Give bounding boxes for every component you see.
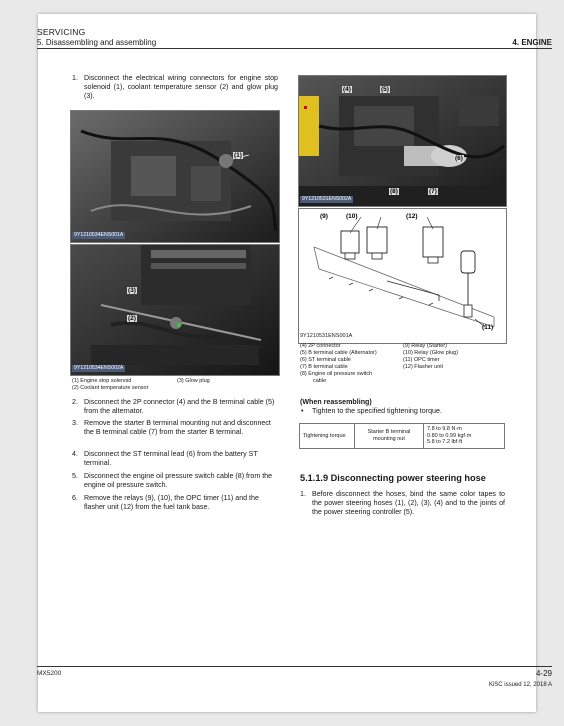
legend-item-10: (10) Relay (Glow plug): [403, 350, 459, 356]
step-5-number: 5.: [72, 472, 78, 480]
legend-item-5: (5) B terminal cable (Alternator): [300, 350, 377, 356]
callout-7: (7): [429, 188, 437, 195]
footer-rule: [37, 666, 552, 667]
ps-step-text: Before disconnect the hoses, bind the same color tapes to the power steering hoses (1), (2), (3), (4) and to the joints of the power steering controller (5).: [312, 490, 505, 517]
diagram-relays: [298, 208, 507, 344]
reassembly-heading: (When reassembling): [300, 398, 372, 406]
photo-2-label: 9Y1210534ENS002A: [74, 365, 124, 371]
reassembly-bullet: •: [301, 407, 304, 415]
photo-1-image: [71, 111, 279, 242]
callout-12: (12): [406, 213, 418, 220]
photo-engine-stop-solenoid: [70, 110, 280, 243]
callout-4: (4): [343, 86, 351, 93]
legend-item-4: (4) 2P connector: [300, 343, 341, 349]
legend-item-9: (9) Relay (Starter): [403, 343, 448, 349]
reassembly-text: Tighten to the specified tightening torque.: [312, 407, 442, 415]
chapter-title: 4. ENGINE: [512, 38, 552, 47]
legend-item-1: (1) Engine stop solenoid: [72, 378, 132, 384]
footer-model: MX5200: [37, 670, 62, 677]
diagram-image: [299, 209, 506, 343]
callout-1: (1): [234, 152, 242, 159]
legend-item-2: (2) Coolant temperature sensor: [72, 385, 149, 391]
photo-glow-plug: [70, 244, 280, 376]
step-2-text: Disconnect the 2P connector (4) and the B terminal cable (5) from the alternator.: [84, 398, 275, 416]
callout-6: (6): [455, 155, 463, 162]
step-3-number: 3.: [72, 419, 78, 427]
section-heading: 5.1.1.9 Disconnecting power steering hose: [300, 473, 486, 483]
ps-step-number: 1.: [300, 490, 306, 498]
step-1-number: 1.: [72, 74, 78, 82]
callout-10: (10): [346, 213, 358, 220]
callout-11: (11): [482, 324, 494, 331]
torque-label: Tightening torque: [300, 424, 355, 449]
step-1-text: Disconnect the electrical wiring connectors for engine stop solenoid (1), coolant temperature sensor (2) and glow plug (3).: [84, 74, 278, 101]
step-6-text: Remove the relays (9), (10), the OPC timer (11) and the flasher unit (12) from the fuel tank base.: [84, 494, 259, 512]
torque-values: [424, 424, 505, 449]
step-3-text: Remove the starter B terminal mounting nut and disconnect the B terminal cable (7) from the starter B terminal.: [84, 419, 271, 437]
torque-item: Starter B terminal mounting nut: [355, 424, 424, 449]
photo-engine-harness: [298, 75, 507, 207]
callout-8: (8): [390, 188, 398, 195]
legend-item-12: (12) Flasher unit: [403, 364, 444, 370]
torque-value-kgfm: 0.80 to 0.99 kgf·m: [427, 432, 472, 439]
footer-page-number: 4-29: [535, 669, 552, 678]
footer-issue: KiSC issued 12, 2018 A: [488, 682, 552, 688]
legend-item-8: (8) Engine oil pressure switch: [300, 371, 373, 377]
legend-item-3: (3) Glow plug: [177, 378, 210, 384]
step-4-text: Disconnect the ST terminal lead (6) from the battery ST terminal.: [84, 450, 258, 468]
torque-table: [299, 423, 505, 449]
callout-9: (9): [320, 213, 328, 220]
step-6-number: 6.: [72, 494, 78, 502]
subsection-title: 5. Disassembling and assembling: [37, 38, 157, 47]
torque-value-nm: 7.8 to 9.8 N·m: [427, 426, 462, 432]
legend-item-11: (11) OPC timer: [403, 357, 440, 363]
torque-value-lbfft: 5.8 to 7.2 lbf·ft: [427, 439, 463, 446]
callout-3: (3): [128, 287, 136, 294]
photo-3-label: 9Y1210531ENS002A: [302, 196, 352, 202]
legend-item-6: (6) ST terminal cable: [300, 357, 351, 363]
step-2-number: 2.: [72, 398, 78, 406]
legend-item-7: (7) B terminal cable: [300, 364, 348, 370]
callout-5: (5): [381, 86, 389, 93]
section-title: SERVICING: [37, 27, 86, 37]
photo-3-image: [299, 76, 506, 206]
header-rule: [37, 48, 552, 49]
photo-1-label: 9Y1210534ENS001A: [74, 232, 124, 238]
callout-2: (2): [128, 315, 136, 322]
legend-item-8-cont: cable: [313, 378, 327, 384]
step-5-text: Disconnect the engine oil pressure switch cable (8) from the engine oil pressure switch.: [84, 472, 273, 490]
step-4-number: 4.: [72, 450, 78, 458]
diagram-label: 9Y1210531ENS001A: [300, 333, 353, 339]
photo-2-image: [71, 245, 279, 375]
